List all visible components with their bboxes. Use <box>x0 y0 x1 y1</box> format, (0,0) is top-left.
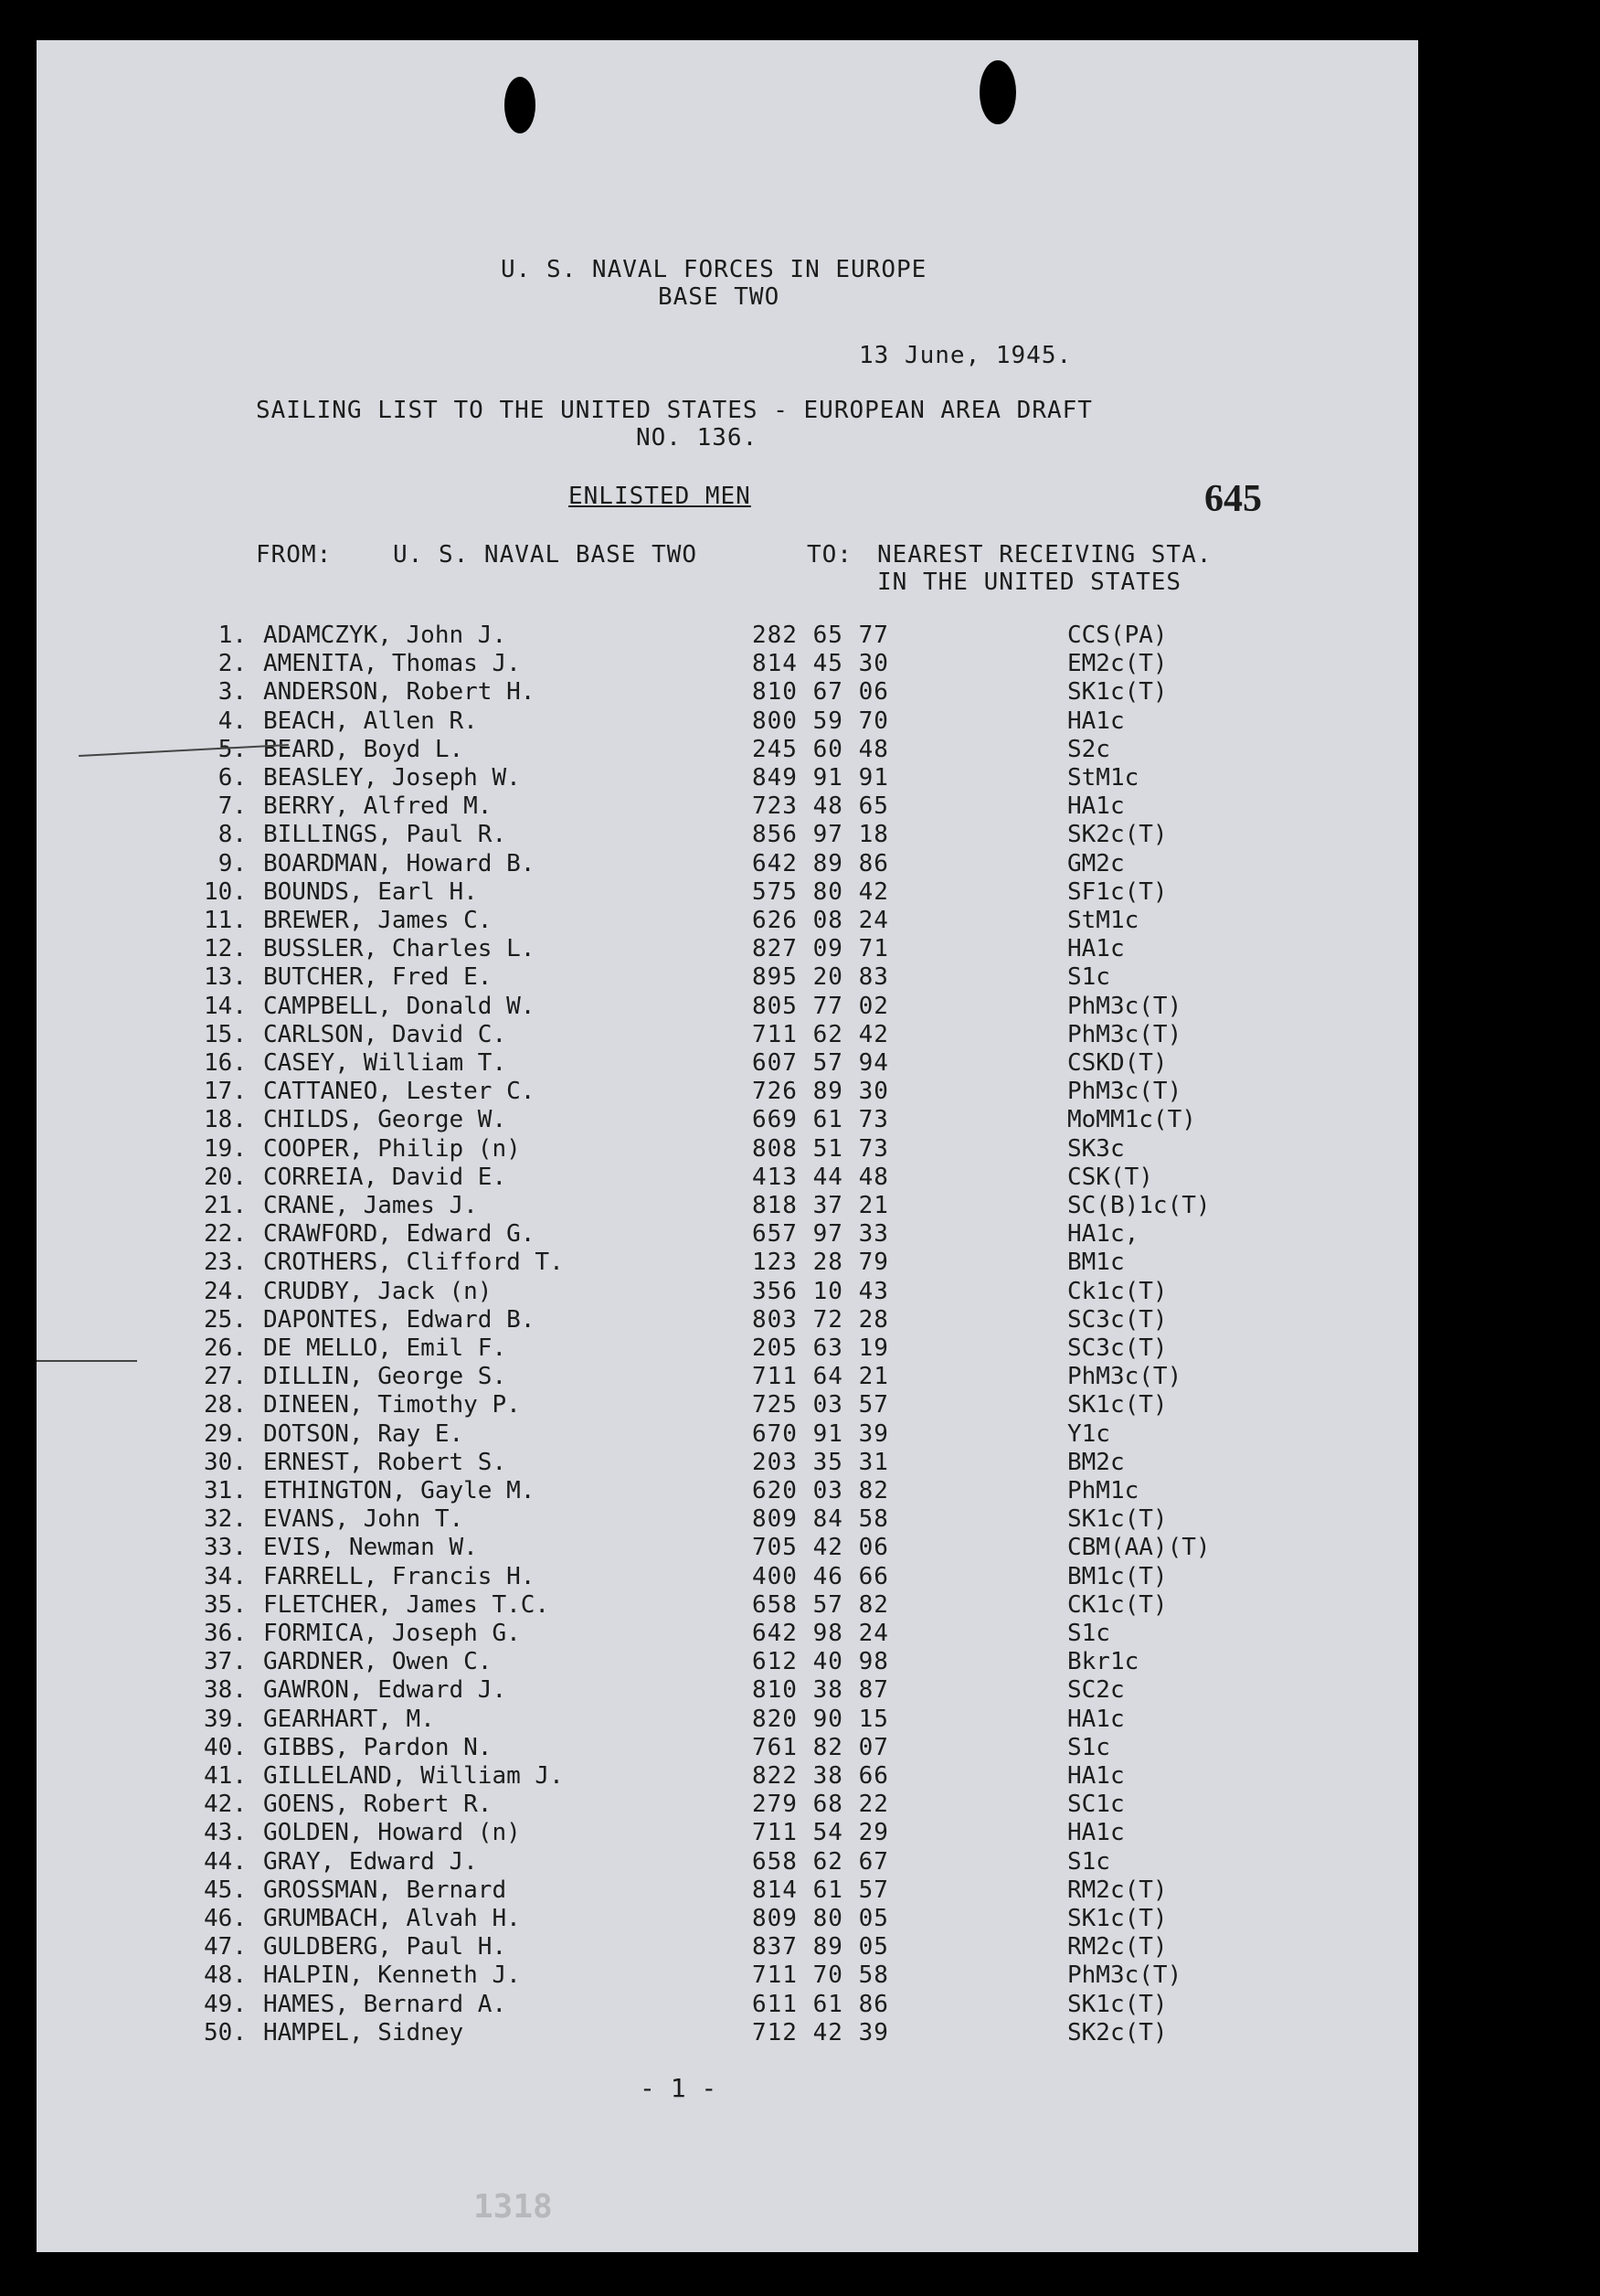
entry-rate: HA1c, <box>1067 1220 1139 1249</box>
entry-rate: HA1c <box>1067 935 1125 963</box>
entry-name: GROSSMAN, Bernard <box>263 1876 507 1904</box>
entry-number: 7. <box>217 792 247 821</box>
entry-name: COOPER, Philip (n) <box>263 1134 521 1163</box>
entry-number: 26. <box>204 1334 247 1362</box>
service-number: 810 67 06 <box>752 678 889 707</box>
service-number: 809 84 58 <box>752 1505 889 1534</box>
entry-number: 34. <box>204 1562 247 1590</box>
entry-name: DE MELLO, Emil F. <box>263 1334 507 1362</box>
entry-number: 45. <box>204 1876 247 1904</box>
entry-rate: SK1c(T) <box>1067 1990 1168 2018</box>
entry-rate: EM2c(T) <box>1067 650 1168 678</box>
service-number: 810 38 87 <box>752 1676 889 1705</box>
entry-name: CASEY, William T. <box>263 1049 507 1077</box>
document-page <box>37 40 1418 2252</box>
entry-rate: SC1c <box>1067 1791 1125 1819</box>
entry-number: 35. <box>204 1590 247 1619</box>
entry-number: 41. <box>204 1762 247 1790</box>
entry-number: 19. <box>204 1134 247 1163</box>
entry-name: EVANS, John T. <box>263 1505 464 1534</box>
service-number: 712 42 39 <box>752 2018 889 2046</box>
entry-rate: S1c <box>1067 1847 1110 1876</box>
service-number: 245 60 48 <box>752 735 889 763</box>
entry-name: GRUMBACH, Alvah H. <box>263 1905 521 1932</box>
service-number: 205 63 19 <box>752 1334 889 1362</box>
service-number: 856 97 18 <box>752 821 889 849</box>
entry-rate: HA1c <box>1067 707 1125 735</box>
service-number: 611 61 86 <box>752 1990 889 2018</box>
service-number: 761 82 07 <box>752 1733 889 1761</box>
entry-name: GRAY, Edward J. <box>263 1847 478 1876</box>
service-number: 711 62 42 <box>752 1020 889 1048</box>
service-number: 822 38 66 <box>752 1762 889 1790</box>
entry-rate: Y1c <box>1067 1419 1110 1448</box>
entry-name: GOLDEN, Howard (n) <box>263 1819 521 1847</box>
entry-number: 4. <box>217 707 247 735</box>
entry-number: 17. <box>204 1078 247 1106</box>
service-number: 726 89 30 <box>752 1078 889 1106</box>
entry-number: 24. <box>204 1277 247 1305</box>
entry-name: CHILDS, George W. <box>263 1106 507 1134</box>
service-number: 820 90 15 <box>752 1705 889 1733</box>
entry-name: CRAWFORD, Edward G. <box>263 1220 535 1249</box>
draft-number: NO. 136. <box>636 424 758 452</box>
entry-name: HAMPEL, Sidney <box>263 2018 464 2046</box>
service-number: 711 70 58 <box>752 1961 889 1990</box>
entry-name: ADAMCZYK, John J. <box>263 622 507 649</box>
entry-number: 40. <box>204 1733 247 1761</box>
entry-rate: CSK(T) <box>1067 1163 1153 1191</box>
service-number: 400 46 66 <box>752 1562 889 1590</box>
service-number: 203 35 31 <box>752 1448 889 1476</box>
entry-rate: SC3c(T) <box>1067 1305 1168 1334</box>
entry-number: 38. <box>204 1676 247 1705</box>
entry-rate: SK2c(T) <box>1067 2018 1168 2046</box>
to-line2: IN THE UNITED STATES <box>877 569 1182 596</box>
entry-rate: SK1c(T) <box>1067 1391 1168 1419</box>
service-number: 805 77 02 <box>752 992 889 1020</box>
entry-name: GARDNER, Owen C. <box>263 1648 493 1676</box>
entry-name: GILLELAND, William J. <box>263 1762 564 1790</box>
entry-rate: PhM3c(T) <box>1067 1961 1182 1990</box>
entry-rate: CSKD(T) <box>1067 1049 1168 1077</box>
service-number: 711 54 29 <box>752 1819 889 1847</box>
entry-rate: HA1c <box>1067 792 1125 821</box>
entry-name: CARLSON, David C. <box>263 1020 507 1048</box>
entry-name: BEACH, Allen R. <box>263 707 478 735</box>
entry-number: 20. <box>204 1163 247 1191</box>
entry-name: GIBBS, Pardon N. <box>263 1733 493 1761</box>
service-number: 723 48 65 <box>752 792 889 821</box>
service-number: 282 65 77 <box>752 622 889 649</box>
entry-rate: Bkr1c <box>1067 1648 1139 1676</box>
entry-number: 21. <box>204 1192 247 1219</box>
entry-name: BEARD, Boyd L. <box>263 735 464 763</box>
entry-name: BERRY, Alfred M. <box>263 792 493 821</box>
entry-rate: SC2c <box>1067 1676 1125 1705</box>
entry-name: DILLIN, George S. <box>263 1363 507 1391</box>
entry-name: AMENITA, Thomas J. <box>263 650 521 678</box>
entry-rate: PhM3c(T) <box>1067 1078 1182 1106</box>
entry-name: GAWRON, Edward J. <box>263 1676 507 1705</box>
entry-number: 13. <box>204 963 247 992</box>
entry-rate: SK1c(T) <box>1067 1905 1168 1932</box>
service-number: 814 45 30 <box>752 650 889 678</box>
entry-name: DOTSON, Ray E. <box>263 1419 464 1448</box>
entry-name: FORMICA, Joseph G. <box>263 1620 521 1647</box>
entry-rate: S1c <box>1067 963 1110 992</box>
entry-number: 39. <box>204 1705 247 1733</box>
entry-name: ETHINGTON, Gayle M. <box>263 1477 535 1504</box>
entry-rate: PhM3c(T) <box>1067 992 1182 1020</box>
entry-name: CRANE, James J. <box>263 1192 478 1219</box>
service-number: 803 72 28 <box>752 1305 889 1334</box>
entry-name: BUSSLER, Charles L. <box>263 935 535 963</box>
entry-name: CATTANEO, Lester C. <box>263 1078 535 1106</box>
entry-name: BUTCHER, Fred E. <box>263 963 493 992</box>
entry-number: 1. <box>217 622 247 649</box>
entry-number: 14. <box>204 992 247 1020</box>
entry-number: 29. <box>204 1419 247 1448</box>
entry-name: ERNEST, Robert S. <box>263 1448 507 1476</box>
entry-rate: SC(B)1c(T) <box>1067 1192 1211 1219</box>
entry-rate: SC3c(T) <box>1067 1334 1168 1362</box>
entry-name: GULDBERG, Paul H. <box>263 1933 507 1961</box>
service-number: 658 62 67 <box>752 1847 889 1876</box>
entry-rate: BM1c <box>1067 1249 1125 1277</box>
entry-rate: RM2c(T) <box>1067 1876 1168 1904</box>
service-number: 575 80 42 <box>752 877 889 906</box>
service-number: 642 89 86 <box>752 849 889 877</box>
entry-rate: HA1c <box>1067 1762 1125 1790</box>
entry-number: 49. <box>204 1990 247 2018</box>
entry-number: 2. <box>217 650 247 678</box>
service-number: 657 97 33 <box>752 1220 889 1249</box>
punch-hole <box>980 60 1016 124</box>
service-number: 658 57 82 <box>752 1590 889 1619</box>
service-number: 642 98 24 <box>752 1620 889 1647</box>
entry-name: DAPONTES, Edward B. <box>263 1305 535 1334</box>
entry-rate: S2c <box>1067 735 1110 763</box>
entry-name: BOUNDS, Earl H. <box>263 877 478 906</box>
entry-name: BREWER, James C. <box>263 907 493 934</box>
entry-name: GOENS, Robert R. <box>263 1791 493 1819</box>
entry-rate: GM2c <box>1067 849 1125 877</box>
entry-number: 36. <box>204 1620 247 1647</box>
entry-number: 23. <box>204 1249 247 1277</box>
entry-name: HAMES, Bernard A. <box>263 1990 507 2018</box>
entry-rate: CBM(AA)(T) <box>1067 1534 1211 1562</box>
page-number-stamp: 645 <box>1204 478 1262 520</box>
entry-rate: CCS(PA) <box>1067 622 1168 649</box>
service-number: 620 03 82 <box>752 1477 889 1504</box>
entry-rate: Ck1c(T) <box>1067 1277 1168 1305</box>
entry-name: DINEEN, Timothy P. <box>263 1391 521 1419</box>
service-number: 849 91 91 <box>752 764 889 792</box>
entry-rate: HA1c <box>1067 1705 1125 1733</box>
entry-number: 16. <box>204 1049 247 1077</box>
entry-name: FLETCHER, James T.C. <box>263 1590 550 1619</box>
entry-number: 28. <box>204 1391 247 1419</box>
entry-rate: PhM1c <box>1067 1477 1139 1504</box>
entry-name: GEARHART, M. <box>263 1705 435 1733</box>
service-number: 669 61 73 <box>752 1106 889 1134</box>
entry-name: CROTHERS, Clifford T. <box>263 1249 564 1277</box>
service-number: 837 89 05 <box>752 1933 889 1961</box>
entry-number: 31. <box>204 1477 247 1504</box>
org-line2: BASE TWO <box>658 283 780 311</box>
entry-number: 10. <box>204 877 247 906</box>
entry-number: 9. <box>217 849 247 877</box>
entry-number: 48. <box>204 1961 247 1990</box>
entry-name: CAMPBELL, Donald W. <box>263 992 535 1020</box>
entry-number: 47. <box>204 1933 247 1961</box>
entry-rate: S1c <box>1067 1733 1110 1761</box>
archive-stamp: 1318 <box>473 2188 553 2226</box>
entry-name: BILLINGS, Paul R. <box>263 821 507 849</box>
pen-mark <box>37 1360 137 1362</box>
service-number: 725 03 57 <box>752 1391 889 1419</box>
service-number: 827 09 71 <box>752 935 889 963</box>
org-line1: U. S. NAVAL FORCES IN EUROPE <box>501 256 927 283</box>
entry-number: 42. <box>204 1791 247 1819</box>
service-number: 626 08 24 <box>752 907 889 934</box>
entry-number: 44. <box>204 1847 247 1876</box>
service-number: 705 42 06 <box>752 1534 889 1562</box>
from-label: FROM: <box>256 541 333 569</box>
entry-number: 30. <box>204 1448 247 1476</box>
entry-number: 37. <box>204 1648 247 1676</box>
service-number: 800 59 70 <box>752 707 889 735</box>
entry-rate: StM1c <box>1067 764 1139 792</box>
service-number: 711 64 21 <box>752 1363 889 1391</box>
entry-number: 25. <box>204 1305 247 1334</box>
entry-rate: RM2c(T) <box>1067 1933 1168 1961</box>
entry-rate: CK1c(T) <box>1067 1590 1168 1619</box>
entry-rate: PhM3c(T) <box>1067 1020 1182 1048</box>
entry-rate: HA1c <box>1067 1819 1125 1847</box>
entry-number: 18. <box>204 1106 247 1134</box>
service-number: 612 40 98 <box>752 1648 889 1676</box>
entry-rate: BM2c <box>1067 1448 1125 1476</box>
entry-name: CORREIA, David E. <box>263 1163 507 1191</box>
entry-name: BOARDMAN, Howard B. <box>263 849 535 877</box>
entry-rate: PhM3c(T) <box>1067 1363 1182 1391</box>
entry-number: 43. <box>204 1819 247 1847</box>
punch-hole <box>504 77 535 133</box>
entry-number: 5. <box>217 735 247 763</box>
entry-number: 15. <box>204 1020 247 1048</box>
entry-name: BEASLEY, Joseph W. <box>263 764 521 792</box>
entry-number: 32. <box>204 1505 247 1534</box>
service-number: 818 37 21 <box>752 1192 889 1219</box>
page-footer: - 1 - <box>640 2073 717 2103</box>
document-date: 13 June, 1945. <box>859 342 1073 369</box>
entry-name: HALPIN, Kenneth J. <box>263 1961 521 1990</box>
entry-number: 46. <box>204 1905 247 1932</box>
service-number: 808 51 73 <box>752 1134 889 1163</box>
document-title: SAILING LIST TO THE UNITED STATES - EUROPEAN AREA DRAFT <box>256 397 1093 424</box>
entry-rate: S1c <box>1067 1620 1110 1647</box>
entry-rate: StM1c <box>1067 907 1139 934</box>
entry-number: 12. <box>204 935 247 963</box>
service-number: 895 20 83 <box>752 963 889 992</box>
service-number: 670 91 39 <box>752 1419 889 1448</box>
entry-rate: BM1c(T) <box>1067 1562 1168 1590</box>
entry-name: CRUDBY, Jack (n) <box>263 1277 493 1305</box>
entry-name: EVIS, Newman W. <box>263 1534 478 1562</box>
entry-number: 50. <box>204 2018 247 2046</box>
entry-name: FARRELL, Francis H. <box>263 1562 535 1590</box>
entry-number: 33. <box>204 1534 247 1562</box>
entry-rate: SK1c(T) <box>1067 1505 1168 1534</box>
entry-rate: SF1c(T) <box>1067 877 1168 906</box>
entry-rate: MoMM1c(T) <box>1067 1106 1196 1134</box>
from-value: U. S. NAVAL BASE TWO <box>393 541 698 569</box>
entry-number: 8. <box>217 821 247 849</box>
entry-number: 3. <box>217 678 247 707</box>
to-label: TO: <box>807 541 853 569</box>
entry-number: 11. <box>204 907 247 934</box>
entry-rate: SK3c <box>1067 1134 1125 1163</box>
service-number: 279 68 22 <box>752 1791 889 1819</box>
entry-number: 6. <box>217 764 247 792</box>
service-number: 356 10 43 <box>752 1277 889 1305</box>
service-number: 607 57 94 <box>752 1049 889 1077</box>
entry-name: ANDERSON, Robert H. <box>263 678 535 707</box>
service-number: 413 44 48 <box>752 1163 889 1191</box>
entry-rate: SK2c(T) <box>1067 821 1168 849</box>
entry-number: 22. <box>204 1220 247 1249</box>
section-heading: ENLISTED MEN <box>568 483 751 510</box>
service-number: 809 80 05 <box>752 1905 889 1932</box>
service-number: 123 28 79 <box>752 1249 889 1277</box>
entry-rate: SK1c(T) <box>1067 678 1168 707</box>
to-line1: NEAREST RECEIVING STA. <box>877 541 1213 569</box>
entry-number: 27. <box>204 1363 247 1391</box>
service-number: 814 61 57 <box>752 1876 889 1904</box>
